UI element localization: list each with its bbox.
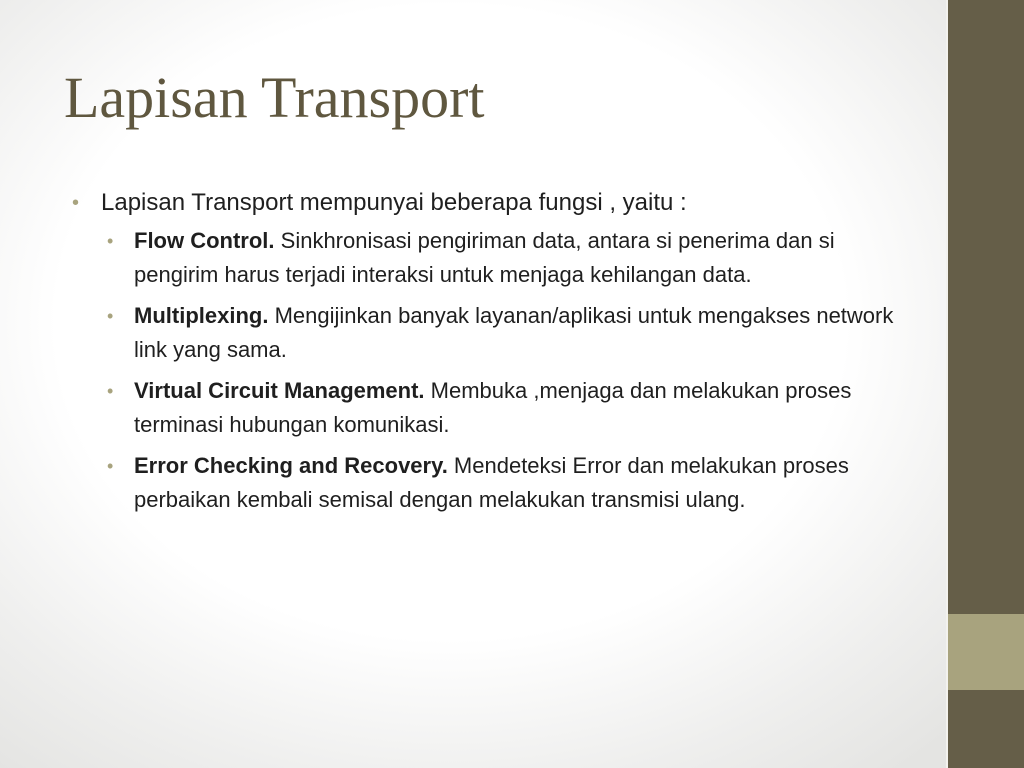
function-description: Membuka ,menjaga dan melakukan proses terminasi hubungan komunikasi. [134, 378, 852, 437]
function-term: Multiplexing. [134, 303, 269, 328]
function-item-multiplexing [72, 299, 902, 367]
function-description: Mengijinkan banyak layanan/aplikasi untuk mengakses network link yang sama. [134, 303, 894, 362]
main-bullet-item [72, 186, 902, 220]
function-description: Mendeteksi Error dan melakukan proses perbaikan kembali semisal dengan melakukan transmisi ulang. [134, 453, 849, 512]
bullet-icon: • [72, 192, 80, 214]
function-term: Flow Control. [134, 228, 275, 253]
bullet-icon: • [107, 231, 114, 251]
bullet-icon: • [107, 456, 114, 476]
function-item-flow-control [72, 224, 902, 292]
function-term: Error Checking and Recovery. [134, 453, 448, 478]
function-item-error-checking [72, 449, 902, 517]
bullet-icon: • [107, 381, 114, 401]
slide-content [72, 186, 902, 524]
side-bar-edge [946, 0, 948, 768]
bullet-icon: • [107, 306, 114, 326]
function-list [72, 224, 902, 517]
side-accent-block [946, 614, 1024, 690]
main-point-text: Lapisan Transport mempunyai beberapa fungsi , yaitu : [101, 189, 687, 216]
function-item-virtual-circuit-management [72, 374, 902, 442]
function-description: Sinkhronisasi pengiriman data, antara si penerima dan si pengirim harus terjadi interaksi untuk menjaga kehilangan data. [134, 228, 835, 287]
function-term: Virtual Circuit Management. [134, 378, 425, 403]
slide-title: Lapisan Transport [64, 65, 485, 130]
